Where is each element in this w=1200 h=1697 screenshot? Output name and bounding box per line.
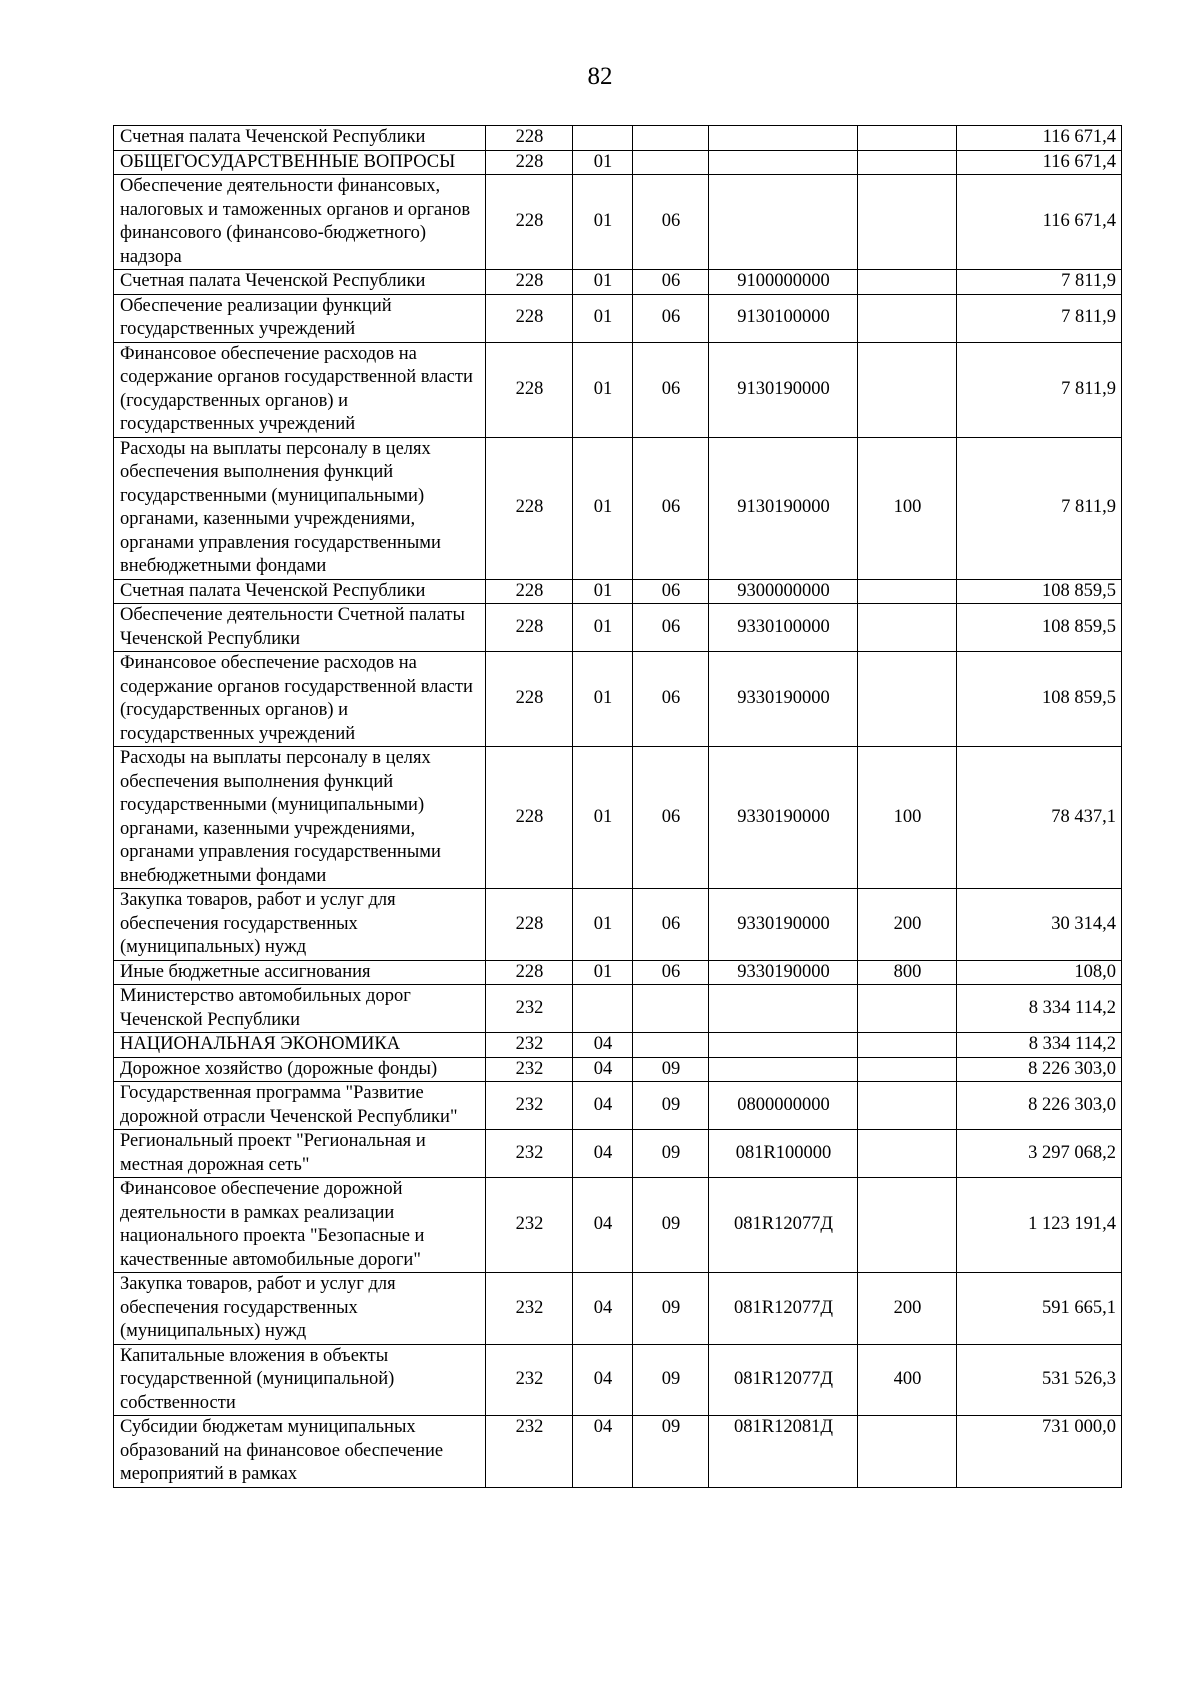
section-code-cell: 01 bbox=[573, 437, 633, 579]
section-code-cell: 01 bbox=[573, 342, 633, 437]
amount-cell: 78 437,1 bbox=[957, 747, 1122, 889]
expense-type-cell: 200 bbox=[858, 1273, 957, 1345]
section-code-cell: 01 bbox=[573, 270, 633, 295]
ved-code-cell: 228 bbox=[486, 747, 573, 889]
row-name-cell: Закупка товаров, работ и услуг для обеспечения государственных (муниципальных) нужд bbox=[114, 889, 486, 961]
expense-type-cell bbox=[858, 126, 957, 151]
table-row bbox=[114, 985, 1122, 1033]
section-code-cell bbox=[573, 126, 633, 151]
row-name-cell: Счетная палата Чеченской Республики bbox=[114, 126, 486, 151]
target-article-cell bbox=[709, 1033, 858, 1058]
target-article-cell: 9330190000 bbox=[709, 747, 858, 889]
table-row bbox=[114, 1416, 1122, 1488]
subsection-code-cell: 09 bbox=[633, 1344, 709, 1416]
amount-cell: 7 811,9 bbox=[957, 437, 1122, 579]
table-row bbox=[114, 1344, 1122, 1416]
target-article-cell bbox=[709, 1057, 858, 1082]
subsection-code-cell: 06 bbox=[633, 604, 709, 652]
section-code-cell: 04 bbox=[573, 1130, 633, 1178]
table-row bbox=[114, 1082, 1122, 1130]
amount-cell: 8 226 303,0 bbox=[957, 1057, 1122, 1082]
table-row bbox=[114, 1033, 1122, 1058]
section-code-cell: 04 bbox=[573, 1273, 633, 1345]
section-code-cell: 04 bbox=[573, 1082, 633, 1130]
table-row bbox=[114, 747, 1122, 889]
ved-code-cell: 228 bbox=[486, 437, 573, 579]
amount-cell: 8 226 303,0 bbox=[957, 1082, 1122, 1130]
section-code-cell: 01 bbox=[573, 579, 633, 604]
amount-cell: 731 000,0 bbox=[957, 1416, 1122, 1488]
row-name-cell: Финансовое обеспечение дорожной деятельности в рамках реализации национального проекта "Безопасные и качественные автомобильные дороги" bbox=[114, 1178, 486, 1273]
table-row bbox=[114, 1130, 1122, 1178]
subsection-code-cell: 06 bbox=[633, 889, 709, 961]
section-code-cell: 01 bbox=[573, 652, 633, 747]
table-row bbox=[114, 889, 1122, 961]
table-row bbox=[114, 270, 1122, 295]
row-name-cell: Министерство автомобильных дорог Чеченской Республики bbox=[114, 985, 486, 1033]
row-name-cell: Иные бюджетные ассигнования bbox=[114, 960, 486, 985]
section-code-cell: 01 bbox=[573, 175, 633, 270]
target-article-cell: 081R100000 bbox=[709, 1130, 858, 1178]
ved-code-cell: 228 bbox=[486, 126, 573, 151]
subsection-code-cell: 06 bbox=[633, 437, 709, 579]
table-row bbox=[114, 1273, 1122, 1345]
expense-type-cell bbox=[858, 985, 957, 1033]
target-article-cell: 081R12077Д bbox=[709, 1344, 858, 1416]
target-article-cell: 9300000000 bbox=[709, 579, 858, 604]
subsection-code-cell: 09 bbox=[633, 1082, 709, 1130]
section-code-cell: 04 bbox=[573, 1057, 633, 1082]
table-row bbox=[114, 126, 1122, 151]
amount-cell: 116 671,4 bbox=[957, 126, 1122, 151]
expense-type-cell: 100 bbox=[858, 747, 957, 889]
subsection-code-cell bbox=[633, 985, 709, 1033]
expense-type-cell bbox=[858, 342, 957, 437]
target-article-cell: 9130190000 bbox=[709, 437, 858, 579]
expense-type-cell bbox=[858, 652, 957, 747]
row-name-cell: Расходы на выплаты персоналу в целях обеспечения выполнения функций государственными (муниципальными) органами, казенными учреждениями, органами управления государственными внебюджетными фондами bbox=[114, 747, 486, 889]
expense-type-cell: 400 bbox=[858, 1344, 957, 1416]
subsection-code-cell: 06 bbox=[633, 747, 709, 889]
table-row bbox=[114, 1057, 1122, 1082]
ved-code-cell: 232 bbox=[486, 1416, 573, 1488]
row-name-cell: Обеспечение деятельности финансовых, налоговых и таможенных органов и органов финансового (финансово-бюджетного) надзора bbox=[114, 175, 486, 270]
ved-code-cell: 232 bbox=[486, 1178, 573, 1273]
subsection-code-cell: 09 bbox=[633, 1057, 709, 1082]
expense-type-cell bbox=[858, 175, 957, 270]
subsection-code-cell bbox=[633, 1033, 709, 1058]
table-row bbox=[114, 579, 1122, 604]
amount-cell: 108 859,5 bbox=[957, 579, 1122, 604]
amount-cell: 116 671,4 bbox=[957, 175, 1122, 270]
ved-code-cell: 228 bbox=[486, 294, 573, 342]
amount-cell: 591 665,1 bbox=[957, 1273, 1122, 1345]
subsection-code-cell: 06 bbox=[633, 270, 709, 295]
table-row bbox=[114, 294, 1122, 342]
row-name-cell: Региональный проект "Региональная и местная дорожная сеть" bbox=[114, 1130, 486, 1178]
amount-cell: 3 297 068,2 bbox=[957, 1130, 1122, 1178]
subsection-code-cell: 09 bbox=[633, 1178, 709, 1273]
section-code-cell: 01 bbox=[573, 889, 633, 961]
table-row bbox=[114, 150, 1122, 175]
table-row bbox=[114, 652, 1122, 747]
row-name-cell: НАЦИОНАЛЬНАЯ ЭКОНОМИКА bbox=[114, 1033, 486, 1058]
subsection-code-cell: 06 bbox=[633, 579, 709, 604]
row-name-cell: Счетная палата Чеченской Республики bbox=[114, 270, 486, 295]
expense-type-cell bbox=[858, 1057, 957, 1082]
ved-code-cell: 232 bbox=[486, 1344, 573, 1416]
subsection-code-cell: 09 bbox=[633, 1130, 709, 1178]
expense-type-cell bbox=[858, 1033, 957, 1058]
ved-code-cell: 228 bbox=[486, 175, 573, 270]
target-article-cell: 9100000000 bbox=[709, 270, 858, 295]
row-name-cell: Счетная палата Чеченской Республики bbox=[114, 579, 486, 604]
amount-cell: 108,0 bbox=[957, 960, 1122, 985]
target-article-cell: 9330100000 bbox=[709, 604, 858, 652]
amount-cell: 7 811,9 bbox=[957, 294, 1122, 342]
subsection-code-cell: 06 bbox=[633, 342, 709, 437]
amount-cell: 108 859,5 bbox=[957, 652, 1122, 747]
ved-code-cell: 228 bbox=[486, 960, 573, 985]
amount-cell: 7 811,9 bbox=[957, 342, 1122, 437]
row-name-cell: Субсидии бюджетам муниципальных образований на финансовое обеспечение мероприятий в рамках bbox=[114, 1416, 486, 1488]
table-row bbox=[114, 960, 1122, 985]
section-code-cell: 01 bbox=[573, 150, 633, 175]
amount-cell: 108 859,5 bbox=[957, 604, 1122, 652]
row-name-cell: ОБЩЕГОСУДАРСТВЕННЫЕ ВОПРОСЫ bbox=[114, 150, 486, 175]
target-article-cell bbox=[709, 175, 858, 270]
table-row bbox=[114, 175, 1122, 270]
row-name-cell: Финансовое обеспечение расходов на содержание органов государственной власти (государственных органов) и государственных учреждений bbox=[114, 342, 486, 437]
row-name-cell: Государственная программа "Развитие дорожной отрасли Чеченской Республики" bbox=[114, 1082, 486, 1130]
section-code-cell: 04 bbox=[573, 1344, 633, 1416]
subsection-code-cell: 06 bbox=[633, 960, 709, 985]
table-row bbox=[114, 1178, 1122, 1273]
table-row bbox=[114, 437, 1122, 579]
subsection-code-cell bbox=[633, 126, 709, 151]
ved-code-cell: 228 bbox=[486, 270, 573, 295]
table-row bbox=[114, 604, 1122, 652]
subsection-code-cell: 06 bbox=[633, 652, 709, 747]
section-code-cell: 04 bbox=[573, 1033, 633, 1058]
ved-code-cell: 232 bbox=[486, 1033, 573, 1058]
target-article-cell bbox=[709, 150, 858, 175]
ved-code-cell: 232 bbox=[486, 985, 573, 1033]
row-name-cell: Финансовое обеспечение расходов на содержание органов государственной власти (государственных органов) и государственных учреждений bbox=[114, 652, 486, 747]
target-article-cell bbox=[709, 985, 858, 1033]
row-name-cell: Обеспечение реализации функций государственных учреждений bbox=[114, 294, 486, 342]
page-number: 82 bbox=[587, 63, 613, 90]
target-article-cell: 9330190000 bbox=[709, 960, 858, 985]
target-article-cell: 081R12077Д bbox=[709, 1178, 858, 1273]
amount-cell: 116 671,4 bbox=[957, 150, 1122, 175]
target-article-cell: 081R12081Д bbox=[709, 1416, 858, 1488]
section-code-cell: 01 bbox=[573, 604, 633, 652]
ved-code-cell: 228 bbox=[486, 889, 573, 961]
target-article-cell: 0800000000 bbox=[709, 1082, 858, 1130]
amount-cell: 30 314,4 bbox=[957, 889, 1122, 961]
subsection-code-cell bbox=[633, 150, 709, 175]
target-article-cell: 081R12077Д bbox=[709, 1273, 858, 1345]
row-name-cell: Дорожное хозяйство (дорожные фонды) bbox=[114, 1057, 486, 1082]
ved-code-cell: 232 bbox=[486, 1082, 573, 1130]
section-code-cell bbox=[573, 985, 633, 1033]
target-article-cell: 9330190000 bbox=[709, 652, 858, 747]
expense-type-cell bbox=[858, 1416, 957, 1488]
ved-code-cell: 228 bbox=[486, 579, 573, 604]
section-code-cell: 04 bbox=[573, 1416, 633, 1488]
amount-cell: 1 123 191,4 bbox=[957, 1178, 1122, 1273]
section-code-cell: 04 bbox=[573, 1178, 633, 1273]
expense-type-cell: 200 bbox=[858, 889, 957, 961]
amount-cell: 8 334 114,2 bbox=[957, 1033, 1122, 1058]
expense-type-cell bbox=[858, 1130, 957, 1178]
target-article-cell: 9330190000 bbox=[709, 889, 858, 961]
target-article-cell bbox=[709, 126, 858, 151]
amount-cell: 7 811,9 bbox=[957, 270, 1122, 295]
ved-code-cell: 232 bbox=[486, 1130, 573, 1178]
amount-cell: 8 334 114,2 bbox=[957, 985, 1122, 1033]
ved-code-cell: 228 bbox=[486, 150, 573, 175]
expense-type-cell bbox=[858, 1178, 957, 1273]
expense-type-cell bbox=[858, 294, 957, 342]
section-code-cell: 01 bbox=[573, 960, 633, 985]
expense-type-cell bbox=[858, 604, 957, 652]
expense-type-cell bbox=[858, 150, 957, 175]
expense-type-cell bbox=[858, 270, 957, 295]
row-name-cell: Расходы на выплаты персоналу в целях обеспечения выполнения функций государственными (муниципальными) органами, казенными учреждениями, органами управления государственными внебюджетными фондами bbox=[114, 437, 486, 579]
subsection-code-cell: 09 bbox=[633, 1273, 709, 1345]
ved-code-cell: 228 bbox=[486, 652, 573, 747]
section-code-cell: 01 bbox=[573, 747, 633, 889]
ved-code-cell: 228 bbox=[486, 342, 573, 437]
subsection-code-cell: 06 bbox=[633, 175, 709, 270]
ved-code-cell: 232 bbox=[486, 1057, 573, 1082]
amount-cell: 531 526,3 bbox=[957, 1344, 1122, 1416]
expense-type-cell bbox=[858, 1082, 957, 1130]
table-row bbox=[114, 342, 1122, 437]
section-code-cell: 01 bbox=[573, 294, 633, 342]
expense-type-cell bbox=[858, 579, 957, 604]
row-name-cell: Закупка товаров, работ и услуг для обеспечения государственных (муниципальных) нужд bbox=[114, 1273, 486, 1345]
expense-type-cell: 800 bbox=[858, 960, 957, 985]
subsection-code-cell: 06 bbox=[633, 294, 709, 342]
row-name-cell: Обеспечение деятельности Счетной палаты Чеченской Республики bbox=[114, 604, 486, 652]
ved-code-cell: 228 bbox=[486, 604, 573, 652]
target-article-cell: 9130190000 bbox=[709, 342, 858, 437]
subsection-code-cell: 09 bbox=[633, 1416, 709, 1488]
expense-type-cell: 100 bbox=[858, 437, 957, 579]
target-article-cell: 9130100000 bbox=[709, 294, 858, 342]
row-name-cell: Капитальные вложения в объекты государственной (муниципальной) собственности bbox=[114, 1344, 486, 1416]
ved-code-cell: 232 bbox=[486, 1273, 573, 1345]
budget-table bbox=[113, 125, 1122, 1488]
